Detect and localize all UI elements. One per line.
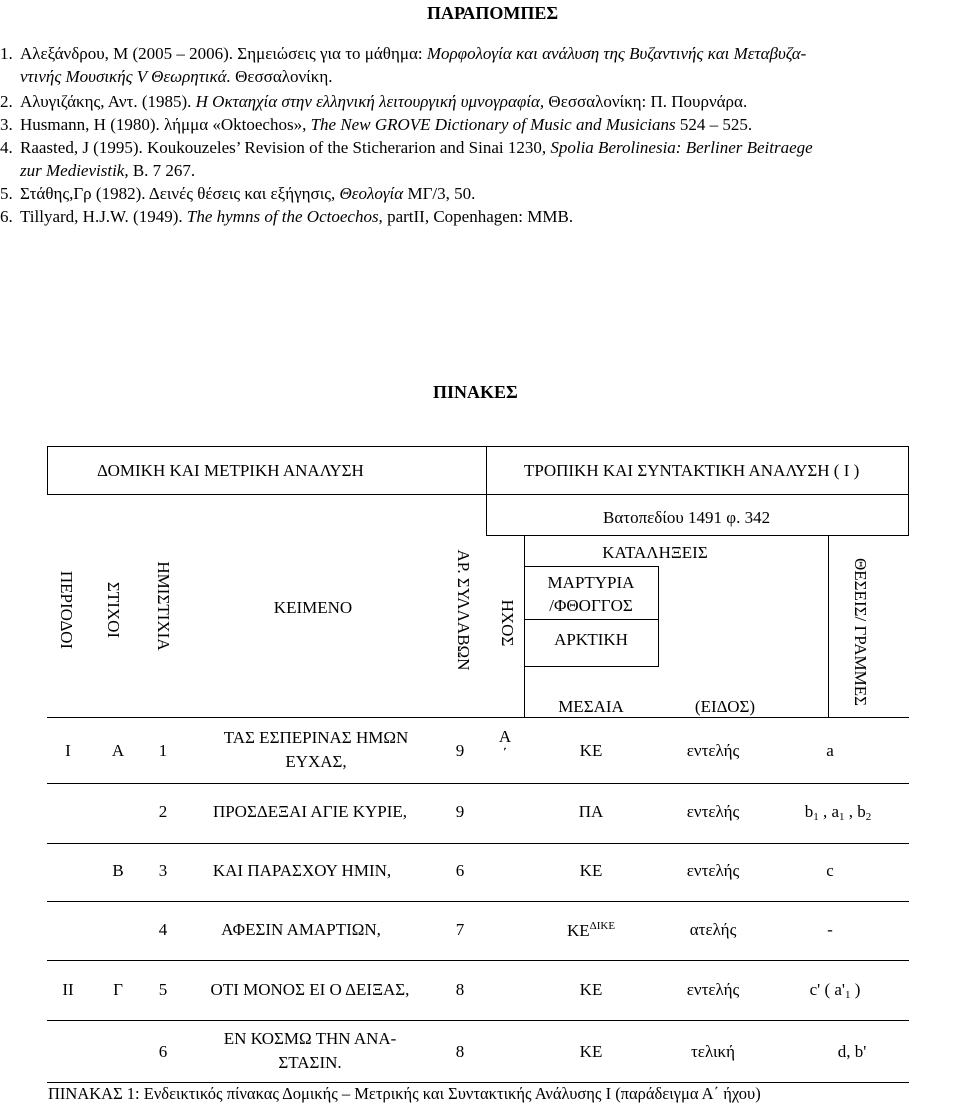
cell-eidos: εντελής [686, 741, 740, 760]
cell-hxos-mark: ΄ [502, 745, 508, 764]
cell-katalhxh: ΚΕ [579, 1042, 603, 1061]
table-border-top [47, 446, 909, 447]
cell-periodos: ΙΙ [62, 980, 74, 999]
katalhxeis-line [524, 566, 659, 567]
cell-hemistixio: 4 [158, 920, 168, 939]
arktikh-line [524, 666, 659, 667]
row-line-3 [47, 901, 909, 902]
martyria-line [524, 619, 659, 620]
cell-eidos: εντελής [686, 802, 740, 821]
cell-hemistixio: 3 [158, 861, 168, 880]
cell-stixos: Α [111, 741, 125, 760]
cell-katalhxh: $KE^{\Delta IKE}$ [566, 920, 616, 940]
header-arktikh: ΑΡΚΤΙΚΗ [554, 630, 628, 649]
reference-6: 6. Tillyard, H.J.W. (1949). The hymns of the Octoechos, partII, Copenhagen: MMB. [0, 207, 574, 226]
cell-text: ΕΝ ΚΟΣΜΩ ΤΗΝ ΑΝΑ- [223, 1029, 397, 1048]
cell-katalhxh: ΚΕ [579, 980, 603, 999]
row-line-4 [47, 960, 909, 961]
header-stixoi: ΣΤΙΧΟΙ [104, 581, 123, 639]
cell-stixos: Β [112, 861, 124, 880]
header-katalhxeis: ΚΑΤΑΛΗΞΕΙΣ [602, 543, 708, 562]
cell-eidos: ατελής [689, 920, 737, 939]
cell-hxos: Α [498, 727, 512, 746]
reference-4-cont: zur Medievistik, B. 7 267. [20, 161, 196, 180]
table-title-divider [486, 446, 487, 494]
manuscript-line [486, 535, 909, 536]
cell-syllables: 9 [455, 802, 465, 821]
header-eidos: (ΕΙΔΟΣ) [694, 697, 756, 716]
cell-hemistixio: 5 [158, 980, 168, 999]
cell-hemistixio: 1 [158, 741, 168, 760]
cell-text-cont: ΣΤΑΣΙΝ. [278, 1053, 342, 1072]
header-hxos: ΗΧΟΣ [498, 599, 517, 647]
header-fthoggos: /ΦΘΟΓΓΟΣ [549, 596, 633, 615]
cell-theseis: c [826, 861, 834, 880]
reference-1: 1. Αλεξάνδρου, Μ (2005 – 2006). Σημειώσεις για το μάθημα: Μορφολογία και ανάλυση της Βυζαντινής και Μεταβυζα- [0, 44, 807, 63]
cell-stixos: Γ [113, 980, 123, 999]
cell-syllables: 8 [455, 980, 465, 999]
cell-katalhxh: ΚΕ [579, 741, 603, 760]
header-bottom-line [47, 717, 909, 718]
manuscript-label: Βατοπεδίου 1491 φ. 342 [603, 508, 771, 527]
cell-theseis: a [826, 741, 834, 760]
reference-3: 3. Husmann, H (1980). λήμμα «Oktoechos», The New GROVE Dictionary of Music and Musicians 524 – 525. [0, 115, 753, 134]
cell-syllables: 7 [455, 920, 465, 939]
header-hemistixia: ΗΜΙΣΤΙΧΙΑ [154, 561, 173, 651]
cell-syllables: 6 [455, 861, 465, 880]
row-line-5 [47, 1020, 909, 1021]
manuscript-right [908, 494, 909, 536]
table-border-right [908, 446, 909, 494]
right-table-title: ΤΡΟΠΙΚΗ ΚΑΙ ΣΥΝΤΑΚΤΙΚΗ ΑΝΑΛΥΣΗ ( Ι ) [524, 461, 860, 480]
cell-text: ΤΑΣ ΕΣΠΕΡΙΝΑΣ ΗΜΩΝ [223, 728, 409, 747]
cell-eidos: εντελής [686, 861, 740, 880]
hxos-divider [524, 535, 525, 717]
header-theseis: ΘΕΣΕΙΣ/ ΓΡΑΜΜΕΣ [851, 558, 870, 706]
row-line-1 [47, 783, 909, 784]
cell-theseis: - [827, 920, 833, 939]
header-periodoi: ΠΕΡΙΟΔΟΙ [57, 570, 76, 650]
cell-eidos: τελική [690, 1042, 736, 1061]
cell-text: ΑΦΕΣΙΝ ΑΜΑΡΤΙΩΝ, [221, 920, 381, 939]
cell-theseis: d, b' [837, 1042, 867, 1061]
cell-text: ΟΤΙ ΜΟΝΟΣ ΕΙ Ο ΔΕΙΞΑΣ, [210, 980, 410, 999]
cell-text-cont: ΕΥΧΑΣ, [285, 752, 347, 771]
notes-heading: ΠΑΡΑΠΟΜΠΕΣ [427, 3, 559, 23]
cell-syllables: 8 [455, 1042, 465, 1061]
header-keimeno: ΚΕΙΜΕΝΟ [273, 598, 353, 617]
cell-text: ΠΡΟΣΔΕΞΑΙ ΑΓΙΕ ΚΥΡΙΕ, [212, 802, 408, 821]
row-line-2 [47, 843, 909, 844]
tables-heading: ΠΙΝΑΚΕΣ [433, 382, 518, 402]
cell-hemistixio: 2 [158, 802, 168, 821]
table-caption: ΠΙΝΑΚΑΣ 1: Ενδεικτικός πίνακας Δομικής – Μετρικής και Συντακτικής Ανάλυσης Ι (παράδειγμα Α΄ ήχου) [48, 1084, 761, 1103]
reference-1-cont: ντινής Μουσικής V Θεωρητικά. Θεσσαλονίκη. [20, 67, 333, 86]
cell-katalhxh: ΠΑ [578, 802, 604, 821]
manuscript-left [486, 494, 487, 536]
cell-hemistixio: 6 [158, 1042, 168, 1061]
left-table-title: ΔΟΜΙΚΗ ΚΑΙ ΜΕΤΡΙΚΗ ΑΝΑΛΥΣΗ [97, 461, 364, 480]
header-syllabon: ΑΡ. ΣΥΛΛΑΒΩΝ [454, 549, 473, 671]
cell-eidos: εντελής [686, 980, 740, 999]
cell-theseis: $b_1$ , $a_1$ , $b_2$ [804, 802, 872, 823]
theseis-divider [828, 535, 829, 717]
cell-syllables: 9 [455, 741, 465, 760]
reference-5: 5. Στάθης,Γρ (1982). Δεινές θέσεις και εξήγησις, Θεολογία ΜΓ/3, 50. [0, 184, 476, 203]
table-border-title [47, 494, 909, 495]
cell-periodos: Ι [65, 741, 71, 760]
cell-katalhxh: ΚΕ [579, 861, 603, 880]
header-martyria: ΜΑΡΤΥΡΙΑ [547, 573, 635, 592]
martyria-right [658, 566, 659, 666]
table-border-left [47, 446, 48, 494]
reference-4: 4. Raasted, J (1995). Koukouzeles’ Revision of the Sticherarion and Sinai 1230, Spolia Berolinesia: Berliner Beitraege [0, 138, 813, 157]
row-line-6 [47, 1082, 909, 1083]
cell-text: ΚΑΙ ΠΑΡΑΣΧΟΥ ΗΜΙΝ, [212, 861, 392, 880]
cell-theseis: c' ( $a'_1$ ) [809, 980, 861, 1001]
header-mesaia: ΜΕΣΑΙΑ [558, 697, 624, 716]
reference-2: 2. Αλυγιζάκης, Αντ. (1985). Η Οκταηχία στην ελληνική λειτουργική υμνογραφία, Θεσσαλονίκη: Π. Πουρνάρα. [0, 92, 748, 111]
